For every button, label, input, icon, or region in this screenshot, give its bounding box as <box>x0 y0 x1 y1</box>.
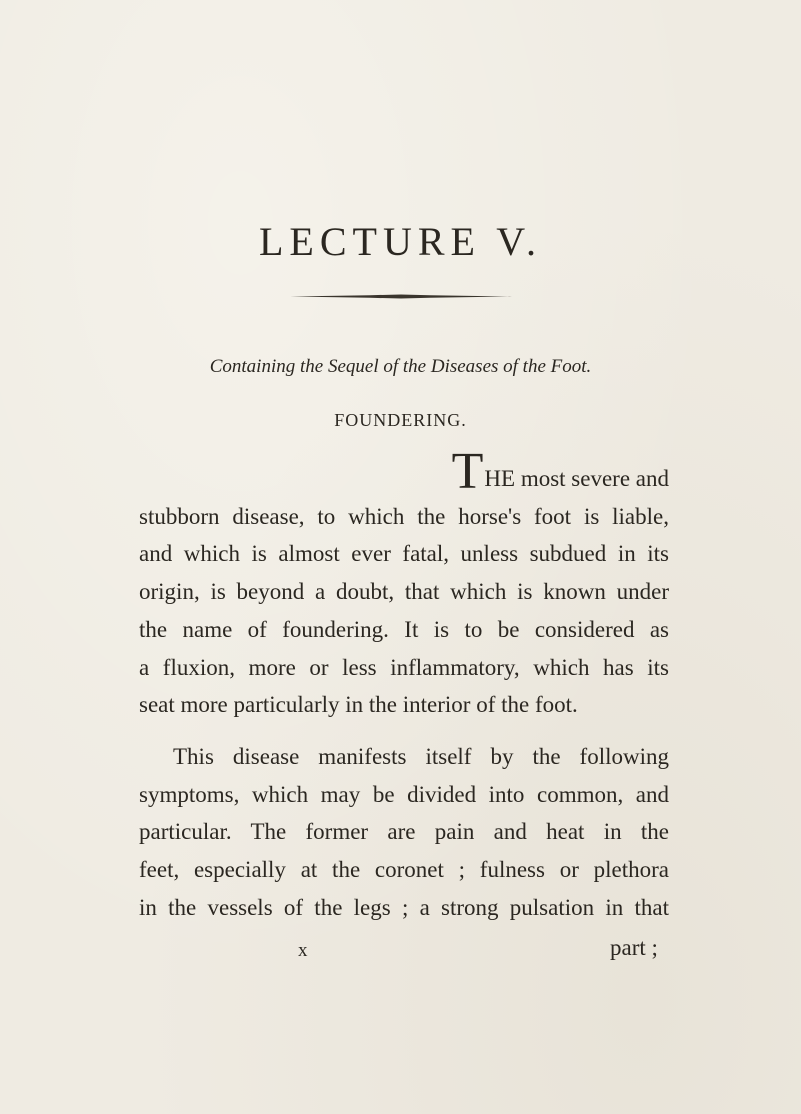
signature-mark: x <box>298 940 308 961</box>
text-line <box>139 443 669 500</box>
catchword: part ; <box>610 935 658 960</box>
lecture-heading: LECTURE V. <box>259 219 542 264</box>
lecture-subtitle: Containing the Sequel of the Diseases of the Foot. <box>209 356 592 377</box>
text-line: symptoms, which may be divided into common, and <box>139 781 669 807</box>
drop-cap: T <box>451 443 484 500</box>
text-line: seat more particularly in the interior of the foot. <box>139 692 578 718</box>
paragraph-symptoms <box>139 738 669 927</box>
text-line: stubborn disease, to which the horse's foot is liable, <box>139 503 669 529</box>
text-line: feet, especially at the coronet ; fulness or plethora <box>139 857 669 883</box>
text-line: particular. The former are pain and heat in the <box>139 819 669 845</box>
text-line: origin, is beyond a doubt, that which is known under <box>139 579 669 605</box>
paragraph-foundering-intro <box>139 443 669 724</box>
section-title: FOUNDERING. <box>334 410 467 430</box>
text-line-content: HE most severe and <box>484 466 669 491</box>
text-line: and which is almost ever fatal, unless subdued in its <box>139 541 669 567</box>
text-line: in the vessels of the legs ; a strong pulsation in that <box>139 894 669 920</box>
ornamental-rule <box>290 294 512 299</box>
text-line: the name of foundering. It is to be considered as <box>139 616 669 642</box>
text-line: This disease manifests itself by the following <box>173 744 669 769</box>
text-line: a fluxion, more or less inflammatory, which has its <box>139 654 669 680</box>
